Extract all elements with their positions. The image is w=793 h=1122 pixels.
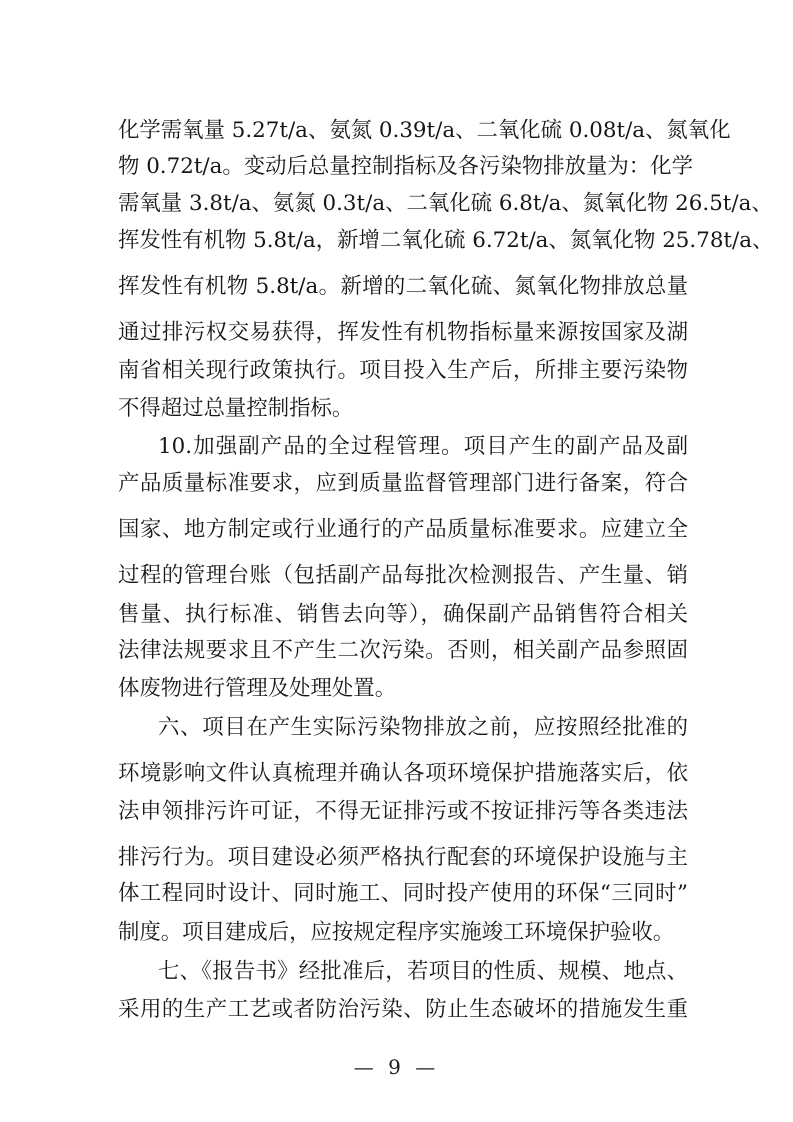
- text-line: 南省相关现行政策执行。项目投入生产后，所排主要污染物: [118, 358, 688, 383]
- text-line: 制度。项目建成后，应按规定程序实施竣工环境保护验收。: [118, 920, 675, 945]
- text-line: 法申领排污许可证，不得无证排污或不按证排污等各类违法: [118, 799, 688, 824]
- text-line: 需氧量 3.8t/a、氨氮 0.3t/a、二氧化硫 6.8t/a、氮氧化物 26.5t/a、: [118, 191, 773, 216]
- text-line: 化学需氧量 5.27t/a、氨氮 0.39t/a、二氧化硫 0.08t/a、氮氧化: [118, 118, 731, 143]
- text-line: 挥发性有机物 5.8t/a。新增的二氧化硫、氮氧化物排放总量: [118, 274, 688, 299]
- page-number: — 9 —: [353, 1055, 440, 1079]
- paragraph-start-line: 七、《报告书》经批准后，若项目的性质、规模、地点、: [158, 959, 688, 984]
- text-line: 挥发性有机物 5.8t/a，新增二氧化硫 6.72t/a、氮氧化物 25.78t/a、: [118, 228, 774, 253]
- text-line: 环境影响文件认真梳理并确认各项环境保护措施落实后，依: [118, 761, 688, 786]
- text-line: 不得超过总量控制指标。: [118, 396, 354, 421]
- text-line: 采用的生产工艺或者防治污染、防止生态破坏的措施发生重: [118, 997, 688, 1022]
- text-line: 国家、地方制定或行业通行的产品质量标准要求。应建立全: [118, 517, 688, 542]
- text-line: 体废物进行管理及处理处置。: [118, 676, 397, 701]
- paragraph-start-line: 10.加强副产品的全过程管理。项目产生的副产品及副: [158, 434, 688, 459]
- text-line: 法律法规要求且不产生二次污染。否则，相关副产品参照固: [118, 638, 688, 663]
- text-line: 过程的管理台账（包括副产品每批次检测报告、产生量、销: [118, 563, 688, 588]
- text-line: 通过排污权交易获得，挥发性有机物指标量来源按国家及湖: [118, 320, 688, 345]
- text-line: 产品质量标准要求，应到质量监督管理部门进行备案，符合: [118, 471, 688, 496]
- text-line: 物 0.72t/a。变动后总量控制指标及各污染物排放量为：化学: [118, 154, 693, 179]
- text-line: 排污行为。项目建设必须严格执行配套的环境保护设施与主: [118, 845, 688, 870]
- text-line: 体工程同时设计、同时施工、同时投产使用的环保“三同时”: [118, 881, 688, 906]
- text-line: 售量、执行标准、销售去向等），确保副产品销售符合相关: [118, 602, 688, 627]
- paragraph-start-line: 六、项目在产生实际污染物排放之前，应按照经批准的: [158, 715, 688, 740]
